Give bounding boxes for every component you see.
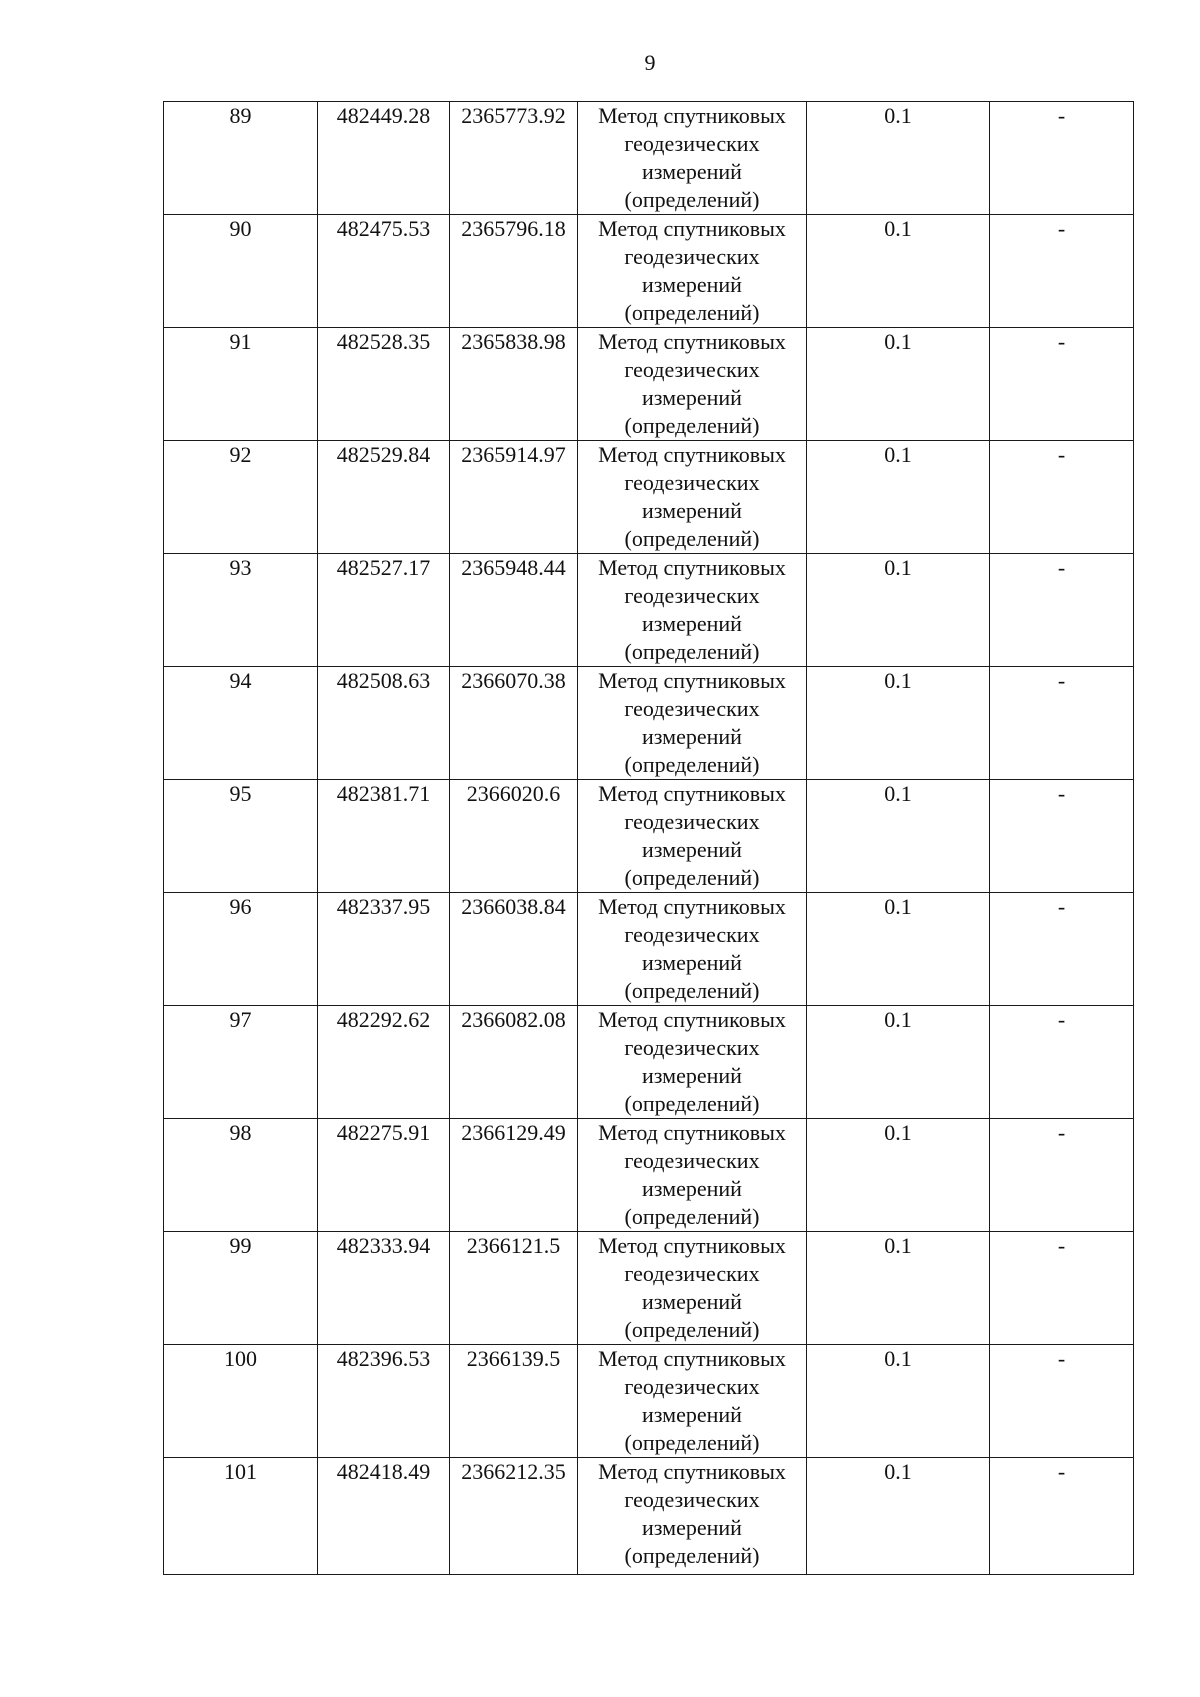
x-coordinate-cell: 482475.53 (318, 215, 450, 328)
accuracy-cell: 0.1 (807, 1345, 990, 1458)
x-coordinate-cell: 482381.71 (318, 780, 450, 893)
method-cell: Метод спутниковых геодезических измерений (определений) (578, 893, 807, 1006)
table-row (164, 328, 1134, 441)
method-cell: Метод спутниковых геодезических измерений (определений) (578, 780, 807, 893)
point-number-cell: 94 (164, 667, 318, 780)
point-number-cell: 93 (164, 554, 318, 667)
table-row (164, 667, 1134, 780)
x-coordinate-cell: 482337.95 (318, 893, 450, 1006)
accuracy-cell: 0.1 (807, 667, 990, 780)
accuracy-cell: 0.1 (807, 441, 990, 554)
note-cell: - (990, 441, 1134, 554)
coordinates-table (163, 101, 1134, 1575)
table-row (164, 1006, 1134, 1119)
y-coordinate-cell: 2366038.84 (450, 893, 578, 1006)
method-cell: Метод спутниковых геодезических измерений (определений) (578, 554, 807, 667)
y-coordinate-cell: 2366139.5 (450, 1345, 578, 1458)
method-cell: Метод спутниковых геодезических измерений (определений) (578, 1345, 807, 1458)
note-cell: - (990, 667, 1134, 780)
accuracy-cell: 0.1 (807, 1119, 990, 1232)
accuracy-cell: 0.1 (807, 893, 990, 1006)
note-cell: - (990, 1006, 1134, 1119)
table-row (164, 1345, 1134, 1458)
note-cell: - (990, 1458, 1134, 1575)
accuracy-cell: 0.1 (807, 1006, 990, 1119)
method-cell: Метод спутниковых геодезических измерений (определений) (578, 328, 807, 441)
y-coordinate-cell: 2365773.92 (450, 102, 578, 215)
point-number-cell: 99 (164, 1232, 318, 1345)
y-coordinate-cell: 2365914.97 (450, 441, 578, 554)
y-coordinate-cell: 2366082.08 (450, 1006, 578, 1119)
point-number-cell: 92 (164, 441, 318, 554)
note-cell: - (990, 554, 1134, 667)
table-row (164, 554, 1134, 667)
table-row (164, 102, 1134, 215)
x-coordinate-cell: 482527.17 (318, 554, 450, 667)
y-coordinate-cell: 2366020.6 (450, 780, 578, 893)
note-cell: - (990, 893, 1134, 1006)
accuracy-cell: 0.1 (807, 328, 990, 441)
method-cell: Метод спутниковых геодезических измерений (определений) (578, 1119, 807, 1232)
accuracy-cell: 0.1 (807, 780, 990, 893)
table-row (164, 1119, 1134, 1232)
note-cell: - (990, 780, 1134, 893)
note-cell: - (990, 1232, 1134, 1345)
table-row (164, 1232, 1134, 1345)
accuracy-cell: 0.1 (807, 1458, 990, 1575)
point-number-cell: 96 (164, 893, 318, 1006)
point-number-cell: 89 (164, 102, 318, 215)
point-number-cell: 95 (164, 780, 318, 893)
point-number-cell: 97 (164, 1006, 318, 1119)
table-row (164, 441, 1134, 554)
note-cell: - (990, 102, 1134, 215)
x-coordinate-cell: 482508.63 (318, 667, 450, 780)
point-number-cell: 91 (164, 328, 318, 441)
note-cell: - (990, 1345, 1134, 1458)
point-number-cell: 100 (164, 1345, 318, 1458)
y-coordinate-cell: 2366070.38 (450, 667, 578, 780)
x-coordinate-cell: 482529.84 (318, 441, 450, 554)
point-number-cell: 90 (164, 215, 318, 328)
page-number: 9 (644, 50, 656, 75)
note-cell: - (990, 328, 1134, 441)
y-coordinate-cell: 2366212.35 (450, 1458, 578, 1575)
x-coordinate-cell: 482292.62 (318, 1006, 450, 1119)
table-row (164, 893, 1134, 1006)
method-cell: Метод спутниковых геодезических измерений (определений) (578, 667, 807, 780)
point-number-cell: 101 (164, 1458, 318, 1575)
y-coordinate-cell: 2366129.49 (450, 1119, 578, 1232)
y-coordinate-cell: 2365948.44 (450, 554, 578, 667)
x-coordinate-cell: 482275.91 (318, 1119, 450, 1232)
table-row (164, 780, 1134, 893)
accuracy-cell: 0.1 (807, 102, 990, 215)
y-coordinate-cell: 2365796.18 (450, 215, 578, 328)
method-cell: Метод спутниковых геодезических измерений (определений) (578, 1006, 807, 1119)
x-coordinate-cell: 482333.94 (318, 1232, 450, 1345)
method-cell: Метод спутниковых геодезических измерений (определений) (578, 215, 807, 328)
x-coordinate-cell: 482396.53 (318, 1345, 450, 1458)
method-cell: Метод спутниковых геодезических измерений (определений) (578, 441, 807, 554)
note-cell: - (990, 215, 1134, 328)
accuracy-cell: 0.1 (807, 215, 990, 328)
x-coordinate-cell: 482449.28 (318, 102, 450, 215)
note-cell: - (990, 1119, 1134, 1232)
x-coordinate-cell: 482418.49 (318, 1458, 450, 1575)
x-coordinate-cell: 482528.35 (318, 328, 450, 441)
y-coordinate-cell: 2366121.5 (450, 1232, 578, 1345)
accuracy-cell: 0.1 (807, 1232, 990, 1345)
method-cell: Метод спутниковых геодезических измерений (определений) (578, 1458, 807, 1575)
method-cell: Метод спутниковых геодезических измерений (определений) (578, 102, 807, 215)
table-row (164, 215, 1134, 328)
accuracy-cell: 0.1 (807, 554, 990, 667)
y-coordinate-cell: 2365838.98 (450, 328, 578, 441)
table-row (164, 1458, 1134, 1575)
method-cell: Метод спутниковых геодезических измерений (определений) (578, 1232, 807, 1345)
point-number-cell: 98 (164, 1119, 318, 1232)
